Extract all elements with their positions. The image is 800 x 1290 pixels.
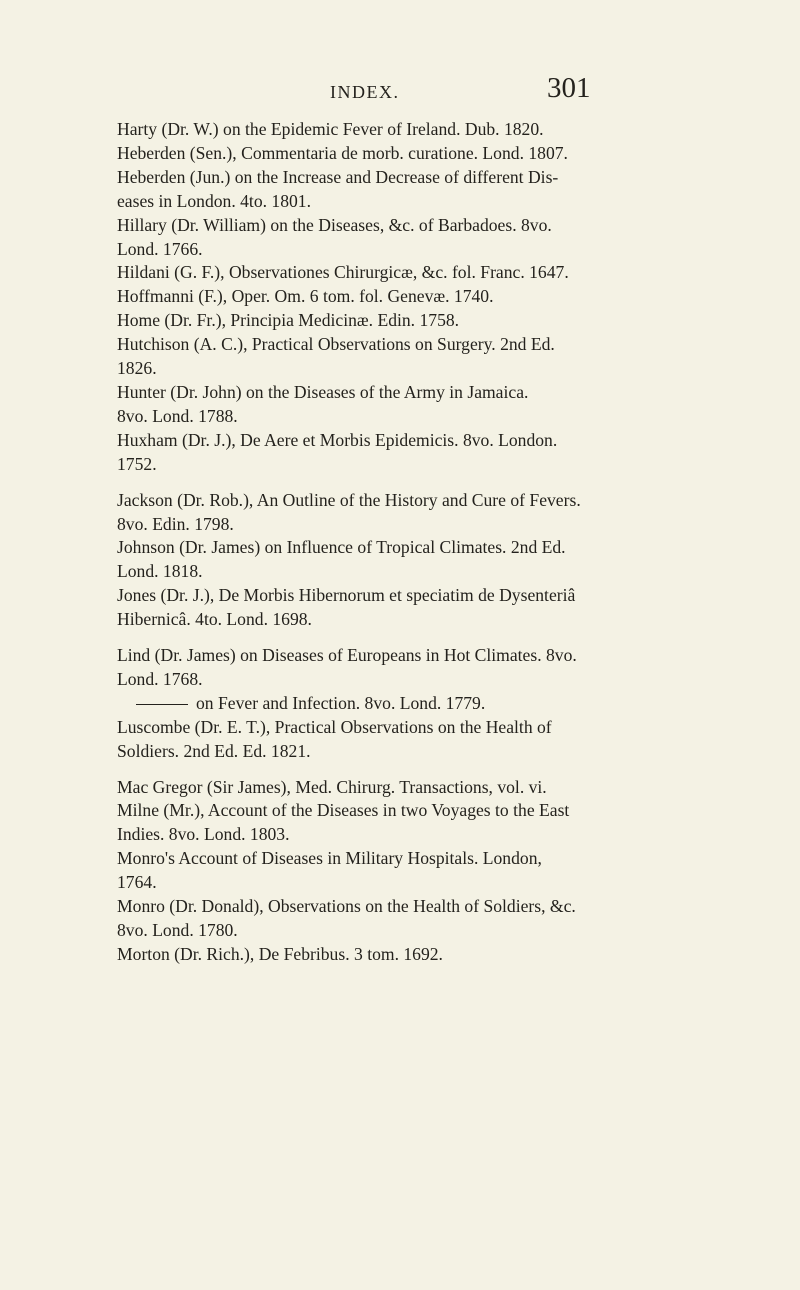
index-entry-hillary [117,214,677,262]
entry-line: Jones (Dr. J.), De Morbis Hibernorum et speciatim de Dysenteriâ [117,585,576,606]
index-entry-heberden-jun [117,166,677,214]
entry-continuation: 8vo. Lond. 1780. [117,920,238,940]
entry-continuation: 1764. [117,872,157,893]
index-entry-lind-fever [117,692,677,716]
entry-line: Jackson (Dr. Rob.), An Outline of the History and Cure of Fevers. [117,489,581,510]
index-entry-hutchison [117,333,677,381]
entry-line: Huxham (Dr. J.), De Aere et Morbis Epidemicis. 8vo. London. [117,429,558,450]
index-entry-monro-account [117,847,677,895]
index-entry-harty [117,118,677,142]
index-entry-luscombe [117,716,677,764]
entry-continuation: 8vo. Lond. 1788. [117,405,238,426]
entry-line: Hunter (Dr. John) on the Diseases of the Army in Jamaica. [117,381,529,402]
index-entry-hildani [117,261,677,285]
entry-line: Luscombe (Dr. E. T.), Practical Observations on the Health of [117,716,552,737]
entry-line: Hillary (Dr. William) on the Diseases, &c. of Barbadoes. 8vo. [117,214,552,235]
entry-continuation: Lond. 1768. [117,668,203,689]
index-entry-morton [117,943,677,967]
index-entry-milne [117,799,677,847]
entry-continuation: Indies. 8vo. Lond. 1803. [117,824,290,845]
entry-line: Monro (Dr. Donald), Observations on the Health of Soldiers, &c. [117,896,576,917]
entry-line: Home (Dr. Fr.), Principia Medicinæ. Edin. 1758. [117,310,460,331]
section-gap [117,477,677,489]
entry-line: Hutchison (A. C.), Practical Observations on Surgery. 2nd Ed. [117,334,555,355]
index-entry-monro-donald [117,895,677,943]
entry-line: Lind (Dr. James) on Diseases of Europeans in Hot Climates. 8vo. [117,645,577,666]
section-gap [117,764,677,776]
index-entry-home [117,309,677,333]
entry-line: Mac Gregor (Sir James), Med. Chirurg. Transactions, vol. vi. [117,776,547,797]
entry-continuation: Lond. 1818. [117,561,203,582]
entry-continuation: 1826. [117,358,157,379]
index-entry-hunter [117,381,677,429]
index-entry-heberden-sen [117,142,677,166]
entry-line: Monro's Account of Diseases in Military Hospitals. London, [117,848,542,869]
index-entry-huxham [117,429,677,477]
page-number: 301 [547,72,591,104]
index-entry-jackson [117,489,677,537]
entry-continuation: 1752. [117,453,157,474]
entry-line: Hoffmanni (F.), Oper. Om. 6 tom. fol. Genevæ. 1740. [117,286,494,307]
entry-continuation: 8vo. Edin. 1798. [117,513,234,534]
index-entry-mac-gregor [117,776,677,800]
entry-continuation: Lond. 1766. [117,238,203,259]
index-entries [117,118,677,967]
index-entry-johnson [117,536,677,584]
section-gap [117,632,677,644]
page-header [0,72,800,112]
entry-continuation: Hibernicâ. 4to. Lond. 1698. [117,609,312,630]
index-entry-lind [117,644,677,692]
entry-continuation: Soldiers. 2nd Ed. Ed. 1821. [117,740,311,761]
running-title: INDEX. [330,82,400,102]
entry-line: Heberden (Sen.), Commentaria de morb. curatione. Lond. 1807. [117,142,568,163]
ditto-dash [136,704,188,705]
entry-line: Johnson (Dr. James) on Influence of Tropical Climates. 2nd Ed. [117,537,566,558]
entry-line: Harty (Dr. W.) on the Epidemic Fever of Ireland. Dub. 1820. [117,119,544,139]
index-entry-hoffmanni [117,285,677,309]
entry-line: Heberden (Jun.) on the Increase and Decrease of different Dis- [117,166,559,187]
entry-line: Morton (Dr. Rich.), De Febribus. 3 tom. 1692. [117,943,443,964]
entry-line: on Fever and Infection. 8vo. Lond. 1779. [196,692,486,713]
index-entry-jones [117,584,677,632]
entry-line: Milne (Mr.), Account of the Diseases in two Voyages to the East [117,800,570,821]
entry-line: Hildani (G. F.), Observationes Chirurgicæ, &c. fol. Franc. 1647. [117,262,569,283]
entry-continuation: eases in London. 4to. 1801. [117,190,311,211]
